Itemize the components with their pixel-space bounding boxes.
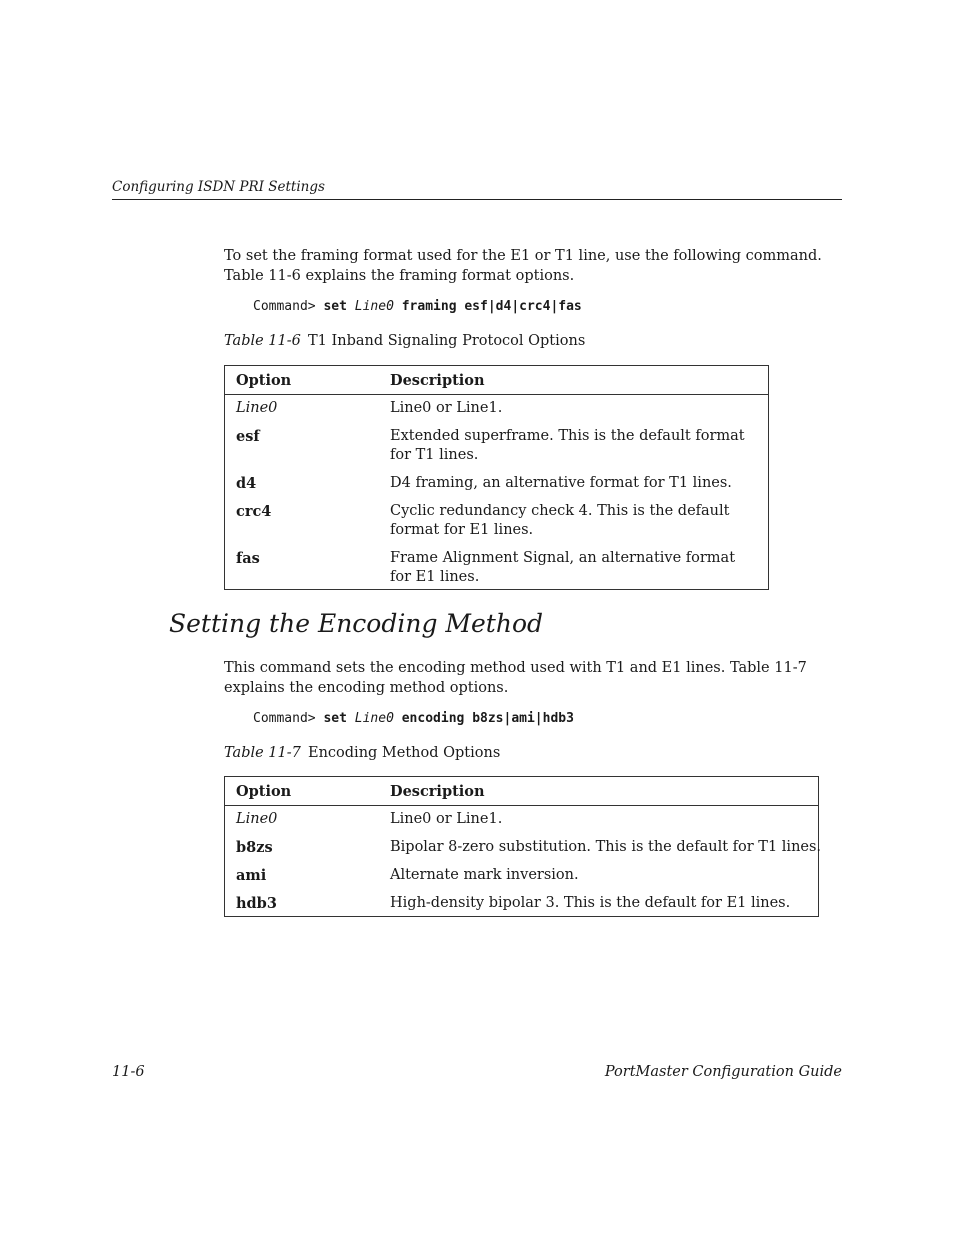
table-row (225, 545, 768, 592)
framing-command (253, 298, 582, 316)
column-header-option: Option (236, 372, 292, 389)
encoding-intro: This command sets the encoding method used with T1 and E1 lines. Table 11-7 explains the encoding method options. (224, 660, 807, 696)
table-row (225, 890, 818, 918)
table-row (225, 834, 822, 862)
encoding-options-table (224, 776, 822, 917)
option-cell: ami (236, 867, 267, 884)
option-cell: b8zs (236, 839, 273, 856)
column-header-option: Option (236, 783, 292, 800)
command-keyword: framing (401, 299, 457, 314)
description-cell: Alternate mark inversion. (390, 867, 579, 883)
column-header-description: Description (390, 783, 485, 800)
table-header (225, 366, 768, 395)
framing-options-table (224, 365, 769, 590)
description-cell: Bipolar 8-zero substitution. This is the default for T1 lines. (390, 839, 822, 855)
command-set: set (323, 711, 347, 726)
table-row (225, 470, 768, 498)
table-title: Encoding Method Options (308, 745, 501, 761)
table-row (225, 395, 768, 423)
command-prompt: Command> (253, 711, 316, 726)
command-arg: Line0 (354, 711, 394, 726)
command-options: b8zs|ami|hdb3 (472, 711, 574, 726)
table-caption (224, 744, 500, 763)
option-cell: Line0 (236, 811, 278, 827)
framing-intro: To set the framing format used for the E1 or T1 line, use the following command. Table 11-6 explains the framing format options. (224, 248, 822, 284)
option-cell: fas (236, 550, 260, 567)
encoding-command (253, 710, 574, 728)
command-set: set (323, 299, 347, 314)
table-label: Table 11-6 (224, 333, 301, 349)
page-number: 11-6 (112, 1064, 145, 1080)
table-label: Table 11-7 (224, 745, 301, 761)
book-title: PortMaster Configuration Guide (604, 1064, 842, 1080)
description-cell: Cyclic redundancy check 4. This is the default format for E1 lines. (390, 503, 730, 538)
column-header-description: Description (390, 372, 485, 389)
command-keyword: encoding (401, 711, 465, 726)
table-title: T1 Inband Signaling Protocol Options (308, 333, 586, 349)
option-cell: d4 (236, 475, 257, 492)
description-cell: Extended superframe. This is the default format for T1 lines. (390, 428, 745, 463)
option-cell: hdb3 (236, 895, 277, 912)
table-row (225, 862, 818, 890)
option-cell: crc4 (236, 503, 272, 520)
table-row (225, 806, 818, 834)
description-cell: D4 framing, an alternative format for T1 lines. (390, 475, 732, 491)
table-row (225, 498, 768, 545)
option-cell: Line0 (236, 400, 278, 416)
description-cell: Line0 or Line1. (390, 811, 503, 827)
section-title: Setting the Encoding Method (169, 609, 543, 638)
command-arg: Line0 (354, 299, 394, 314)
table-header (225, 777, 818, 806)
command-prompt: Command> (253, 299, 316, 314)
table-row (225, 423, 768, 470)
description-cell: High-density bipolar 3. This is the default for E1 lines. (390, 895, 791, 911)
running-header: Configuring ISDN PRI Settings (112, 178, 842, 200)
table-caption (224, 332, 585, 351)
command-options: esf|d4|crc4|fas (464, 299, 582, 314)
description-cell: Frame Alignment Signal, an alternative format for E1 lines. (390, 550, 736, 585)
option-cell: esf (236, 428, 260, 445)
description-cell: Line0 or Line1. (390, 400, 503, 416)
